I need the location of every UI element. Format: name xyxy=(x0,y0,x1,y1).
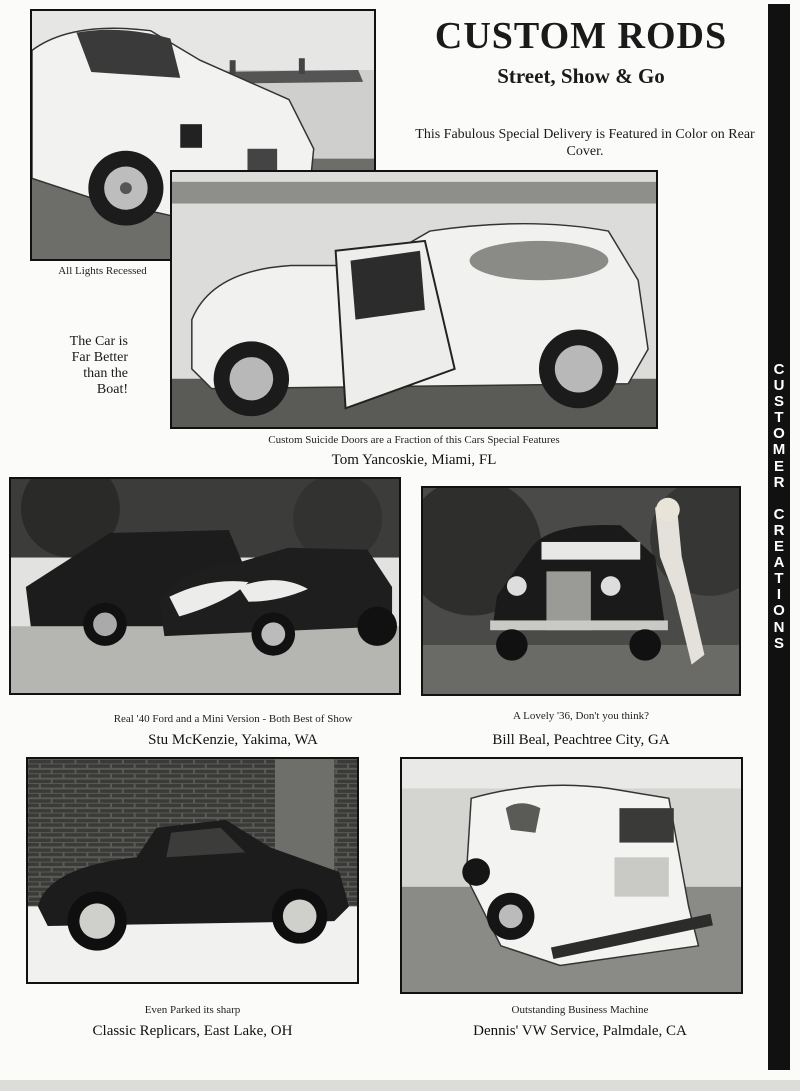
caption-sedan-delivery: Custom Suicide Doors are a Fraction of this Cars Special Features xyxy=(268,434,560,446)
photo-beetle-coupe xyxy=(26,757,359,984)
caption-panel-van: Outstanding Business Machine xyxy=(511,1004,649,1016)
sidebar-label: C U S T O M E R C R E A T I O N S xyxy=(772,361,786,652)
sedan-delivery-image xyxy=(172,172,656,427)
ford-pair-image xyxy=(11,479,399,693)
photo-ford-36 xyxy=(421,486,741,696)
beetle-coupe-image xyxy=(28,759,357,982)
page-title: CUSTOM RODS xyxy=(434,15,728,57)
intro-text: This Fabulous Special Delivery is Featured in Color on Rear Cover. xyxy=(415,127,755,159)
caption-ford-pair: Real '40 Ford and a Mini Version - Both Best of Show xyxy=(113,713,353,725)
credit-panel-van: Dennis' VW Service, Palmdale, CA xyxy=(473,1023,687,1039)
photo-ford-pair xyxy=(9,477,401,695)
credit-sedan-delivery: Tom Yancoskie, Miami, FL xyxy=(331,452,497,468)
credit-beetle-coupe: Classic Replicars, East Lake, OH xyxy=(92,1023,293,1039)
caption-ford-36: A Lovely '36, Don't you think? xyxy=(513,710,649,722)
page-subtitle: Street, Show & Go xyxy=(497,64,665,88)
section-sidebar xyxy=(768,4,790,1070)
caption-beetle-front: All Lights Recessed xyxy=(58,265,147,277)
photo-sedan-delivery xyxy=(170,170,658,429)
ford-36-image xyxy=(423,488,739,694)
caption-beetle-coupe: Even Parked its sharp xyxy=(144,1004,241,1016)
credit-ford-pair: Stu McKenzie, Yakima, WA xyxy=(148,732,318,748)
side-quote: The Car is Far Better than the Boat! xyxy=(69,334,128,397)
photo-panel-van xyxy=(400,757,743,994)
panel-van-image xyxy=(402,759,741,992)
page-edge xyxy=(0,1080,800,1091)
credit-ford-36: Bill Beal, Peachtree City, GA xyxy=(492,732,670,748)
